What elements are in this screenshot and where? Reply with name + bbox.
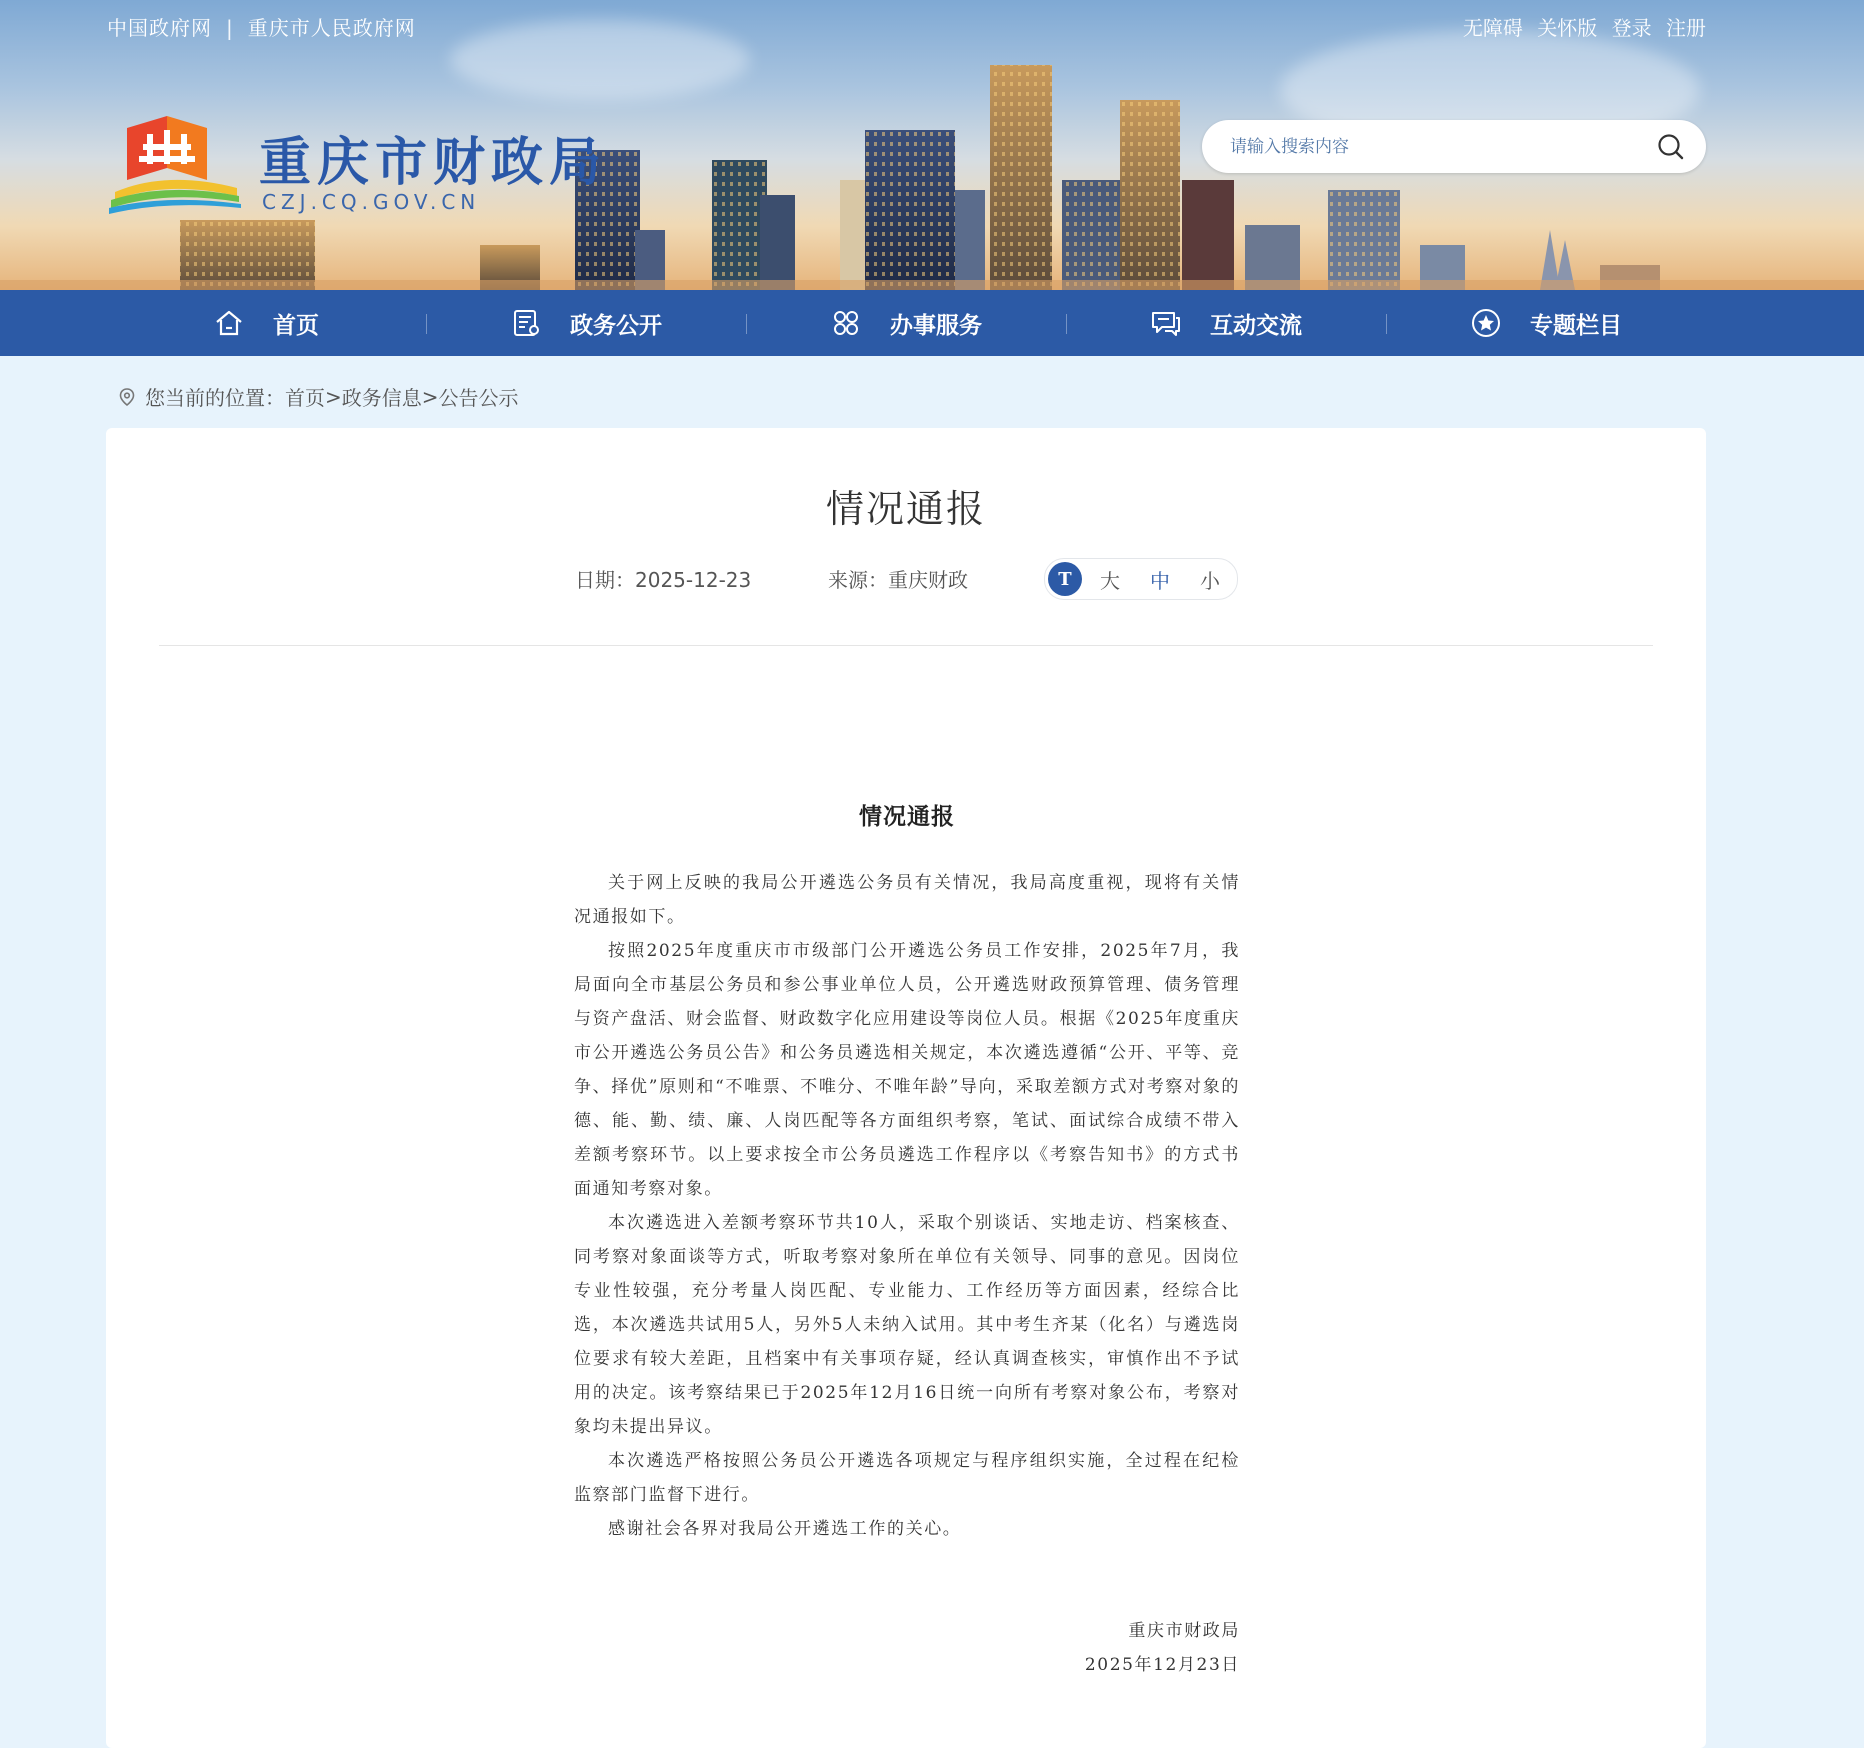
breadcrumb-separator: > — [421, 384, 439, 409]
nav-item-interaction[interactable] — [1066, 290, 1386, 356]
search-box — [1202, 120, 1706, 173]
divider — [159, 645, 1653, 646]
nav-label: 政务公开 — [570, 312, 662, 339]
accessibility-link[interactable]: 无障碍 — [1462, 16, 1523, 40]
link-gov-cn[interactable]: 中国政府网 — [107, 16, 212, 40]
font-size-icon: T — [1048, 562, 1082, 596]
article-source: 来源：重庆财政 — [828, 568, 968, 592]
top-right-links — [1455, 12, 1706, 41]
nav-label: 办事服务 — [890, 312, 982, 339]
font-size-small[interactable]: 小 — [1200, 568, 1220, 593]
link-separator: | — [226, 16, 234, 40]
search-icon[interactable] — [1656, 132, 1686, 162]
chat-icon — [1150, 307, 1182, 339]
font-size-large[interactable]: 大 — [1100, 568, 1120, 593]
breadcrumb — [117, 382, 519, 411]
article-paragraph: 本次遴选严格按照公务员公开遴选各项规定与程序组织实施，全过程在纪检监察部门监督下进行。 — [574, 1451, 1240, 1505]
breadcrumb-gov-info[interactable]: 政务信息 — [341, 386, 422, 410]
article-paragraph: 关于网上反映的我局公开遴选公务员有关情况，我局高度重视，现将有关情况通报如下。 — [574, 873, 1240, 927]
breadcrumb-separator: > — [325, 384, 342, 409]
font-size-switcher — [1044, 558, 1238, 600]
article-paragraph: 按照2025年度重庆市市级部门公开遴选公务员工作安排，2025年7月，我局面向全市基层公务员和参公事业单位人员，公开遴选财政预算管理、债务管理与资产盘活、财会监督、财政数字化应用建设等岗位人员。根据《2025年度重庆市公开遴选公务员公告》和公务员遴选相关规定，本次遴选遵循“公开、平等、竞争、择优”原则和“不唯票、不唯分、不唯年龄”导向，采取差额方式对考察对象的德、能、勤、绩、廉、人岗匹配等各方面组织考察，笔试、面试综合成绩不带入差额考察环节。以上要求按全市公务员遴选工作程序以《考察告知书》的方式书面通知考察对象。 — [574, 941, 1240, 1199]
page-title: 情况通报 — [825, 487, 986, 531]
nav-item-services[interactable] — [746, 290, 1066, 356]
nav-label: 首页 — [273, 312, 319, 339]
article-body — [574, 798, 1240, 1682]
header-banner — [0, 0, 1864, 290]
logo-url: CZJ.CQ.GOV.CN — [262, 190, 481, 214]
signature-date: 2025年12月23日 — [1084, 1655, 1240, 1675]
search-input[interactable] — [1228, 132, 1632, 162]
nav-item-government-affairs[interactable] — [426, 290, 746, 356]
nav-item-home[interactable] — [106, 290, 426, 356]
nav-label: 专题栏目 — [1530, 312, 1622, 339]
article-meta — [106, 558, 1706, 598]
top-links — [107, 12, 416, 41]
star-icon — [1470, 307, 1502, 339]
document-icon — [510, 307, 542, 339]
care-mode-link[interactable]: 关怀版 — [1537, 16, 1598, 40]
article-heading: 情况通报 — [859, 803, 955, 830]
article-signature — [574, 1614, 1240, 1682]
logo-title: 重庆市财政局 — [259, 133, 608, 193]
nav-label: 互动交流 — [1210, 312, 1302, 339]
signature-org: 重庆市财政局 — [1128, 1621, 1240, 1641]
link-cq-gov[interactable]: 重庆市人民政府网 — [247, 16, 416, 40]
grid-icon — [830, 307, 862, 339]
font-size-medium[interactable]: 中 — [1150, 568, 1170, 593]
site-logo[interactable] — [107, 108, 627, 218]
logo-emblem-icon — [107, 108, 247, 218]
article-paragraph: 感谢社会各界对我局公开遴选工作的关心。 — [608, 1519, 962, 1539]
breadcrumb-announcements[interactable]: 公告公示 — [438, 386, 519, 410]
login-link[interactable]: 登录 — [1611, 16, 1652, 40]
article-paragraph: 本次遴选进入差额考察环节共10人，采取个别谈话、实地走访、档案核查、同考察对象面谈等方式，听取考察对象所在单位有关领导、同事的意见。因岗位专业性较强，充分考量人岗匹配、专业能力、工作经历等方面因素，经综合比选，本次遴选共试用5人，另外5人未纳入试用。其中考生齐某（化名）与遴选岗位要求有较大差距，且档案中有关事项存疑，经认真调查核实，审慎作出不予试用的决定。该考察结果已于2025年12月16日统一向所有考察对象公布，考察对象均未提出异议。 — [574, 1213, 1240, 1437]
breadcrumb-prefix: 您当前的位置： — [145, 386, 285, 410]
register-link[interactable]: 注册 — [1666, 16, 1706, 40]
publish-date: 日期：2025-12-23 — [575, 568, 752, 592]
breadcrumb-home[interactable]: 首页 — [285, 386, 325, 410]
location-pin-icon — [117, 387, 137, 407]
home-icon — [213, 307, 245, 339]
main-nav — [0, 290, 1864, 356]
nav-item-special-topics[interactable] — [1386, 290, 1706, 356]
content-card — [106, 428, 1706, 1748]
